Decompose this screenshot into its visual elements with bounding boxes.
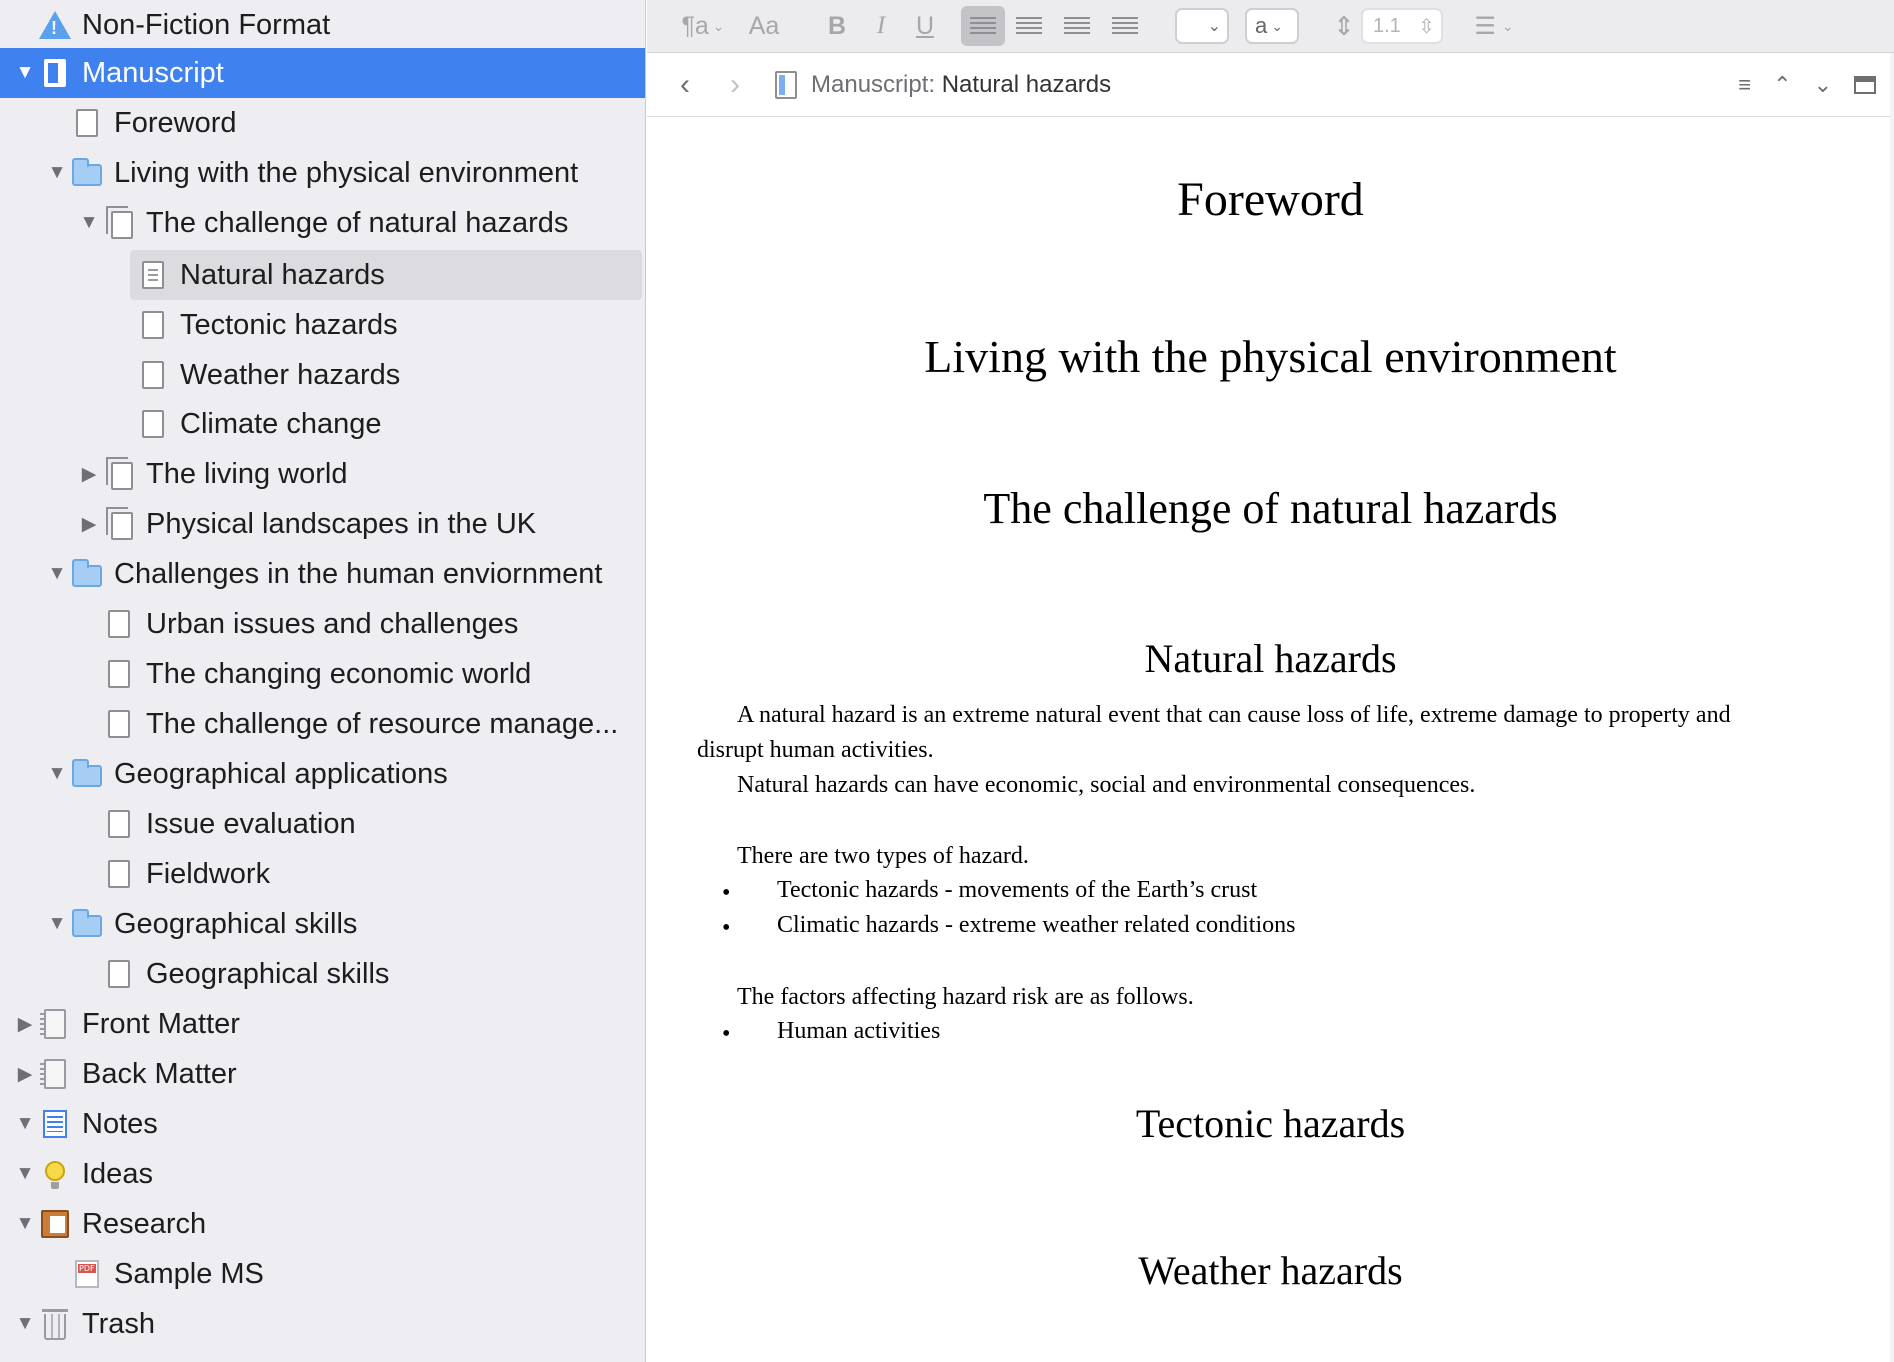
binder-item-climate-change[interactable] — [136, 399, 382, 449]
binder-item-label: Issue evaluation — [146, 807, 356, 840]
binder-item-label: Urban issues and challenges — [146, 607, 519, 640]
disclosure-triangle-expanded-icon[interactable]: ▼ — [15, 1163, 35, 1184]
binder-item-foreword[interactable] — [44, 98, 237, 148]
binder-item-natural-hazards[interactable] — [130, 250, 642, 300]
disclosure-triangle-collapsed-icon[interactable]: ▶ — [81, 463, 97, 485]
binder-item-label: Challenges in the human enviornment — [114, 557, 603, 590]
list-item-human-activities: Human activities — [777, 1018, 941, 1044]
binder-item-manuscript[interactable] — [0, 48, 646, 98]
document-icon — [70, 106, 104, 140]
list-style-button[interactable]: ☰ ⌄ — [1474, 12, 1514, 40]
binder-item-non-fiction-format[interactable] — [12, 0, 330, 50]
underline-button[interactable]: U — [915, 11, 935, 40]
header-document-title: Natural hazards — [941, 70, 1112, 98]
bold-button[interactable]: B — [827, 11, 847, 40]
binder-item-label: The challenge of resource manage... — [146, 707, 619, 740]
document-icon — [102, 807, 136, 841]
back-arrow-icon[interactable]: ‹ — [680, 67, 690, 101]
document-stack-icon — [102, 457, 136, 491]
notes-icon — [38, 1107, 72, 1141]
align-center-button[interactable] — [1005, 6, 1053, 46]
disclosure-triangle-collapsed-icon[interactable]: ▶ — [17, 1013, 33, 1035]
highlight-color-picker[interactable] — [1175, 8, 1229, 44]
list-item-tectonic: Tectonic hazards - movements of the Earth’s crust — [777, 877, 1258, 903]
chevron-down-icon: ⌄ — [1271, 17, 1283, 34]
manuscript-icon — [38, 56, 72, 90]
binder-item-trash[interactable] — [12, 1299, 155, 1349]
paragraph-style-button[interactable] — [677, 6, 729, 46]
trash-icon — [38, 1307, 72, 1341]
binder-item-label: Notes — [82, 1107, 158, 1140]
lightbulb-icon — [38, 1157, 72, 1191]
binder-item-label: Trash — [82, 1307, 156, 1340]
align-right-icon — [1064, 17, 1090, 35]
paragraph-factors: The factors affecting hazard risk are as follows. — [737, 984, 1194, 1010]
editor-header-bar — [647, 53, 1894, 117]
binder-item-label: Natural hazards — [180, 258, 385, 291]
forward-arrow-icon[interactable]: › — [730, 67, 740, 101]
binder-item-label: Physical landscapes in the UK — [146, 507, 537, 540]
binder-item-geographical-skills-doc[interactable] — [102, 949, 389, 999]
paragraph-two-types: There are two types of hazard. — [737, 843, 1029, 869]
folder-icon — [70, 557, 104, 591]
binder-item-changing-economic-world[interactable] — [102, 649, 531, 699]
list-menu-icon[interactable]: ≡ — [1738, 72, 1752, 97]
disclosure-triangle-collapsed-icon[interactable]: ▶ — [81, 513, 97, 535]
disclosure-triangle-expanded-icon[interactable]: ▼ — [15, 1313, 35, 1334]
binder-item-tectonic-hazards[interactable] — [136, 300, 398, 350]
research-icon — [38, 1207, 72, 1241]
align-center-icon — [1016, 17, 1042, 35]
document-icon — [102, 857, 136, 891]
heading-tectonic-hazards: Tectonic hazards — [1135, 1101, 1406, 1146]
document-stack-icon — [102, 507, 136, 541]
justify-icon — [1112, 17, 1138, 35]
justify-button[interactable] — [1101, 6, 1149, 46]
binder-item-geographical-skills-folder[interactable] — [44, 899, 357, 949]
document-icon — [136, 407, 170, 441]
heading-challenge-natural-hazards: The challenge of natural hazards — [983, 484, 1558, 533]
binder-item-fieldwork[interactable] — [102, 849, 270, 899]
binder-item-living-with-physical-environment[interactable] — [44, 148, 578, 198]
binder-item-label: Back Matter — [82, 1057, 237, 1090]
italic-button[interactable]: I — [876, 12, 886, 39]
chevron-down-icon: ⌄ — [1501, 17, 1514, 34]
list-item-climatic: Climatic hazards - extreme weather related conditions — [777, 912, 1296, 938]
disclosure-triangle-expanded-icon[interactable]: ▼ — [47, 913, 67, 934]
folder-icon — [70, 757, 104, 791]
binder-item-label: Weather hazards — [180, 358, 401, 391]
paragraph-definition-cont: disrupt human activities. — [697, 737, 934, 763]
split-editor-icon[interactable] — [1854, 76, 1876, 94]
binder-item-urban-issues[interactable] — [102, 599, 518, 649]
binder-item-label: Climate change — [180, 407, 382, 440]
align-left-icon — [970, 17, 996, 35]
binder-item-sample-ms[interactable] — [70, 1249, 264, 1299]
paragraph-definition: A natural hazard is an extreme natural event that can cause loss of life, extreme damage to property and — [737, 702, 1731, 728]
binder-item-back-matter[interactable] — [12, 1049, 237, 1099]
binder-sidebar — [0, 0, 646, 1362]
header-title[interactable] — [811, 71, 1111, 99]
text-color-picker[interactable] — [1245, 8, 1299, 44]
format-bar — [647, 0, 1894, 53]
line-spacing-value: 1.1 — [1373, 14, 1401, 37]
binder-item-resource-management[interactable] — [102, 699, 618, 749]
binder-item-geographical-applications[interactable] — [44, 749, 448, 799]
text-color-label: a — [1255, 13, 1268, 38]
binder-item-label: The changing economic world — [146, 657, 532, 690]
binder-item-notes[interactable] — [12, 1099, 158, 1149]
folder-icon — [70, 907, 104, 941]
document-icon — [102, 607, 136, 641]
document-icon — [136, 308, 170, 342]
book-icon — [38, 1057, 72, 1091]
document-icon — [102, 707, 136, 741]
disclosure-triangle-expanded-icon[interactable]: ▼ — [47, 162, 67, 183]
header-prefix: Manuscript: — [811, 70, 936, 98]
disclosure-triangle-expanded-icon[interactable]: ▼ — [47, 763, 67, 784]
binder-item-living-world[interactable] — [76, 449, 347, 499]
paragraph-style-label: ¶a — [681, 11, 709, 40]
document-stack-icon — [102, 206, 136, 240]
binder-item-label: The challenge of natural hazards — [146, 206, 569, 239]
heading-weather-hazards: Weather hazards — [1138, 1248, 1403, 1293]
header-controls — [1738, 53, 1876, 117]
binder-item-label: Geographical skills — [114, 907, 358, 940]
binder-item-label: Front Matter — [82, 1007, 240, 1040]
text-document-icon — [136, 258, 170, 292]
binder-item-weather-hazards[interactable] — [136, 350, 400, 400]
disclosure-triangle-expanded-icon[interactable]: ▼ — [15, 1113, 35, 1134]
align-left-button[interactable] — [961, 6, 1005, 46]
paragraph-consequences: Natural hazards can have economic, social and environmental consequences. — [737, 772, 1476, 798]
binder-item-label: Geographical applications — [114, 757, 448, 790]
stepper-icon: ⇳ — [1418, 15, 1435, 38]
binder-item-label: Ideas — [82, 1157, 153, 1190]
binder-item-label: Geographical skills — [146, 957, 390, 990]
heading-living-with-physical-environment: Living with the physical environment — [924, 331, 1617, 382]
binder-item-label: Manuscript — [82, 56, 224, 89]
chevron-up-icon[interactable]: ⌃ — [1773, 72, 1792, 97]
document-icon — [102, 657, 136, 691]
binder-item-label: Tectonic hazards — [180, 308, 398, 341]
editor-pane — [647, 0, 1894, 1362]
scrollbar-track[interactable] — [1890, 53, 1894, 1362]
disclosure-triangle-collapsed-icon[interactable]: ▶ — [17, 1063, 33, 1085]
binder-item-label: Living with the physical environment — [114, 156, 579, 189]
binder-item-label: Foreword — [114, 106, 237, 139]
fonts-button[interactable]: Aa — [748, 11, 780, 40]
binder-item-challenge-natural-hazards[interactable] — [76, 198, 568, 248]
disclosure-triangle-expanded-icon[interactable]: ▼ — [15, 62, 35, 83]
document-icon — [102, 957, 136, 991]
pdf-icon — [70, 1257, 104, 1291]
bullet-marker: • — [722, 915, 731, 941]
disclosure-triangle-expanded-icon[interactable]: ▼ — [47, 563, 67, 584]
document-body[interactable] — [647, 118, 1894, 1362]
disclosure-triangle-expanded-icon[interactable]: ▼ — [15, 1213, 35, 1234]
binder-item-physical-landscapes-uk[interactable] — [76, 499, 536, 549]
binder-item-front-matter[interactable] — [12, 999, 240, 1049]
chevron-down-icon: ⌄ — [712, 17, 725, 34]
bullet-marker: • — [722, 1021, 731, 1047]
disclosure-triangle-expanded-icon[interactable]: ▼ — [79, 212, 99, 233]
binder-item-label: Research — [82, 1207, 207, 1240]
line-spacing-stepper[interactable] — [1361, 8, 1443, 44]
binder-item-label: The living world — [146, 457, 348, 490]
binder-item-label: Non-Fiction Format — [82, 8, 331, 41]
heading-foreword: Foreword — [1177, 173, 1364, 226]
book-icon — [38, 1007, 72, 1041]
document-icon — [136, 358, 170, 392]
binder-item-label: Sample MS — [114, 1257, 264, 1290]
heading-natural-hazards: Natural hazards — [1144, 636, 1397, 681]
folder-icon — [70, 156, 104, 190]
binder-item-label: Fieldwork — [146, 857, 271, 890]
binder-item-issue-evaluation[interactable] — [102, 799, 356, 849]
chevron-down-icon: ⌄ — [1207, 18, 1221, 35]
bullet-marker: • — [722, 880, 731, 906]
binder-item-research[interactable] — [12, 1199, 206, 1249]
line-spacing-icon: ⇕ — [1333, 10, 1355, 41]
binder-item-ideas[interactable] — [12, 1149, 153, 1199]
document-icon — [775, 71, 797, 99]
binder-item-challenges-human-environment[interactable] — [44, 549, 602, 599]
warning-icon — [38, 8, 72, 42]
align-right-button[interactable] — [1053, 6, 1101, 46]
chevron-down-icon[interactable]: ⌄ — [1813, 72, 1832, 97]
